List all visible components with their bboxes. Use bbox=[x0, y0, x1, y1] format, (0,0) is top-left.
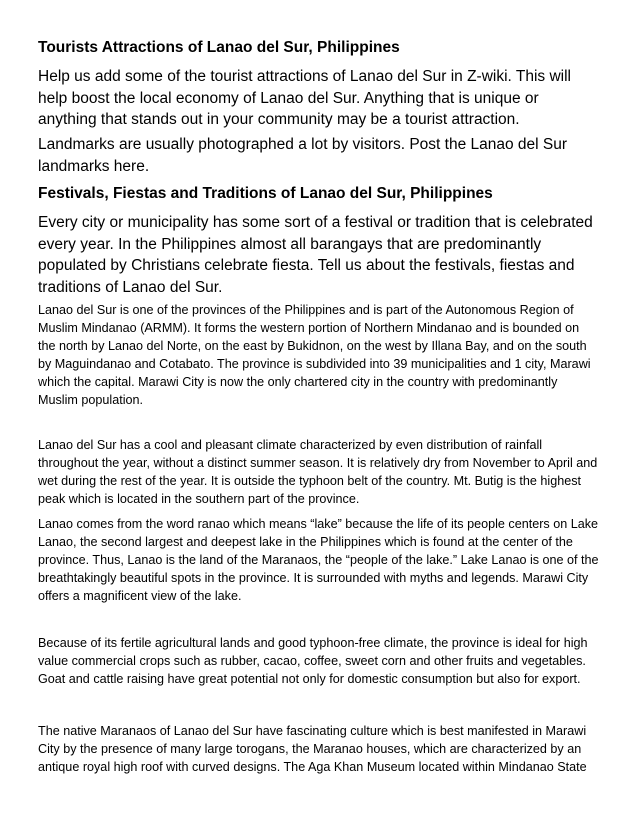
heading-festivals: Festivals, Fiestas and Traditions of Lanao del Sur, Philippines bbox=[38, 185, 493, 202]
paragraph-culture: The native Maranaos of Lanao del Sur have fascinating culture which is best manifested in Marawi City by the presence of many large torogans, the Maranao houses, which are characterized by an antique royal high roof with curved designs. The Aga Khan Museum located within Mindanao State bbox=[38, 724, 587, 774]
paragraph-tourist-attractions: Help us add some of the tourist attractions of Lanao del Sur in Z-wiki. This will help boost the local economy of Lanao del Sur. Anything that is unique or anything that stands out in your community may be a tourist attraction. bbox=[38, 68, 571, 128]
paragraph-lake-lanao: Lanao comes from the word ranao which means “lake” because the life of its people centers on Lake Lanao, the second largest and deepest lake in the Philippines which is found at the center of the province. Thus, Lanao is the land of the Maranaos, the “people of the lake.” Lake Lanao is one of the breathtakingly beautiful spots in the province. It is surrounded with myths and legends. Marawi City offers a magnificent view of the lake. bbox=[38, 517, 599, 603]
paragraph-landmarks: Landmarks are usually photographed a lot by visitors. Post the Lanao del Sur landmarks here. bbox=[38, 136, 568, 175]
paragraph-overview: Lanao del Sur is one of the provinces of the Philippines and is part of the Autonomous Region of Muslim Mindanao (ARMM). It forms the western portion of Northern Mindanao and is bounded on the north by Lanao del Norte, on the east by Bukidnon, on the west by Illana Bay, and on the south by Maguindanao and Cotabato. The province is subdivided into 39 municipalities and 1 city, Marawi which the capital. Marawi City is now the only chartered city in the country with predominantly Muslim population. bbox=[38, 303, 591, 407]
paragraph-festivals: Every city or municipality has some sort of a festival or tradition that is celebrated every year. In the Philippines almost all barangays that are predominantly populated by Christians celebrate fiesta. Tell us about the festivals, fiestas and traditions of Lanao del Sur. bbox=[38, 214, 593, 296]
paragraph-climate: Lanao del Sur has a cool and pleasant climate characterized by even distribution of rainfall throughout the year, without a distinct summer season. It is relatively dry from November to April and wet during the rest of the year. It is outside the typhoon belt of the country. Mt. Butig is the highest peak which is located in the southern part of the province. bbox=[38, 438, 598, 506]
paragraph-agriculture: Because of its fertile agricultural lands and good typhoon-free climate, the province is ideal for high value commercial crops such as rubber, cacao, coffee, sweet corn and other fruits and vegetables. Goat and cattle raising have great potential not only for domestic consumption but also for export. bbox=[38, 636, 588, 686]
heading-tourist-attractions: Tourists Attractions of Lanao del Sur, Philippines bbox=[38, 39, 400, 56]
